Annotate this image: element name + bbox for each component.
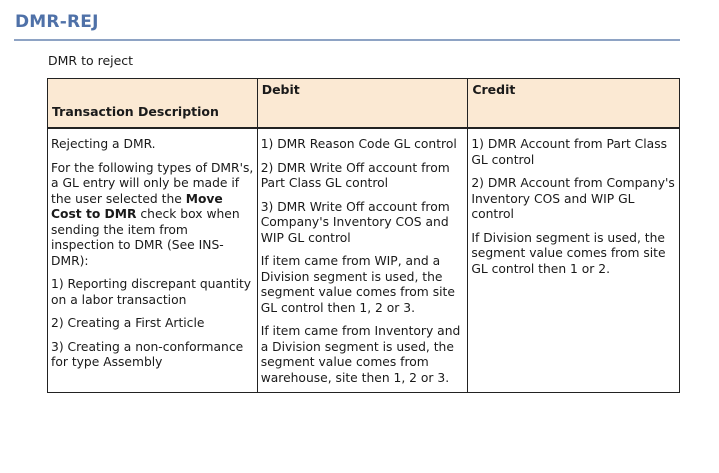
debit-paragraph: 2) DMR Write Off account from Part Class GL control [260,160,450,190]
description-paragraph: 3) Creating a non-conformance for type Assembly [51,339,244,369]
description-text: check box when sending the item from inspection to DMR (See INS-DMR): [51,207,240,268]
credit-paragraph: If Division segment is used, the segment value comes from site GL control then 1 or 2. [471,230,666,276]
header-debit: Debit [257,79,468,129]
header-credit: Credit [468,79,680,129]
credit-cell [468,128,680,393]
description-paragraph [51,161,254,270]
credit-paragraph: 1) DMR Account from Part Class GL control [471,137,668,167]
description-paragraph: 2) Creating a First Article [51,316,205,330]
description-cell [48,128,258,393]
debit-paragraph: If item came from Inventory and a Division segment is used, the segment value comes from warehouse, site then 1, 2 or 3. [260,324,461,385]
section-heading: DMR-REJ [15,12,99,32]
debit-paragraph: If item came from WIP, and a Division segment is used, the segment value comes from site GL control then 1, 2 or 3. [260,254,455,315]
debit-cell [257,128,468,393]
table-header-row [48,79,680,129]
table-row [48,128,680,393]
description-paragraph: Rejecting a DMR. [51,137,156,151]
heading-divider [14,39,680,41]
description-paragraph: 1) Reporting discrepant quantity on a labor transaction [51,277,252,307]
intro-text: DMR to reject [48,53,134,68]
credit-paragraph: 2) DMR Account from Company's Inventory COS and WIP GL control [471,176,675,221]
move-cost-to-dmr-label: Move Cost to DMR [51,191,223,221]
description-text: For the following types of DMR's, a GL entry will only be made if the user selected the [51,160,254,206]
gl-transaction-table [47,78,680,393]
debit-paragraph: 1) DMR Reason Code GL control [260,137,457,151]
header-transaction-description: Transaction Description [48,79,258,129]
debit-paragraph: 3) DMR Write Off account from Company's Inventory COS and WIP GL control [260,199,450,245]
